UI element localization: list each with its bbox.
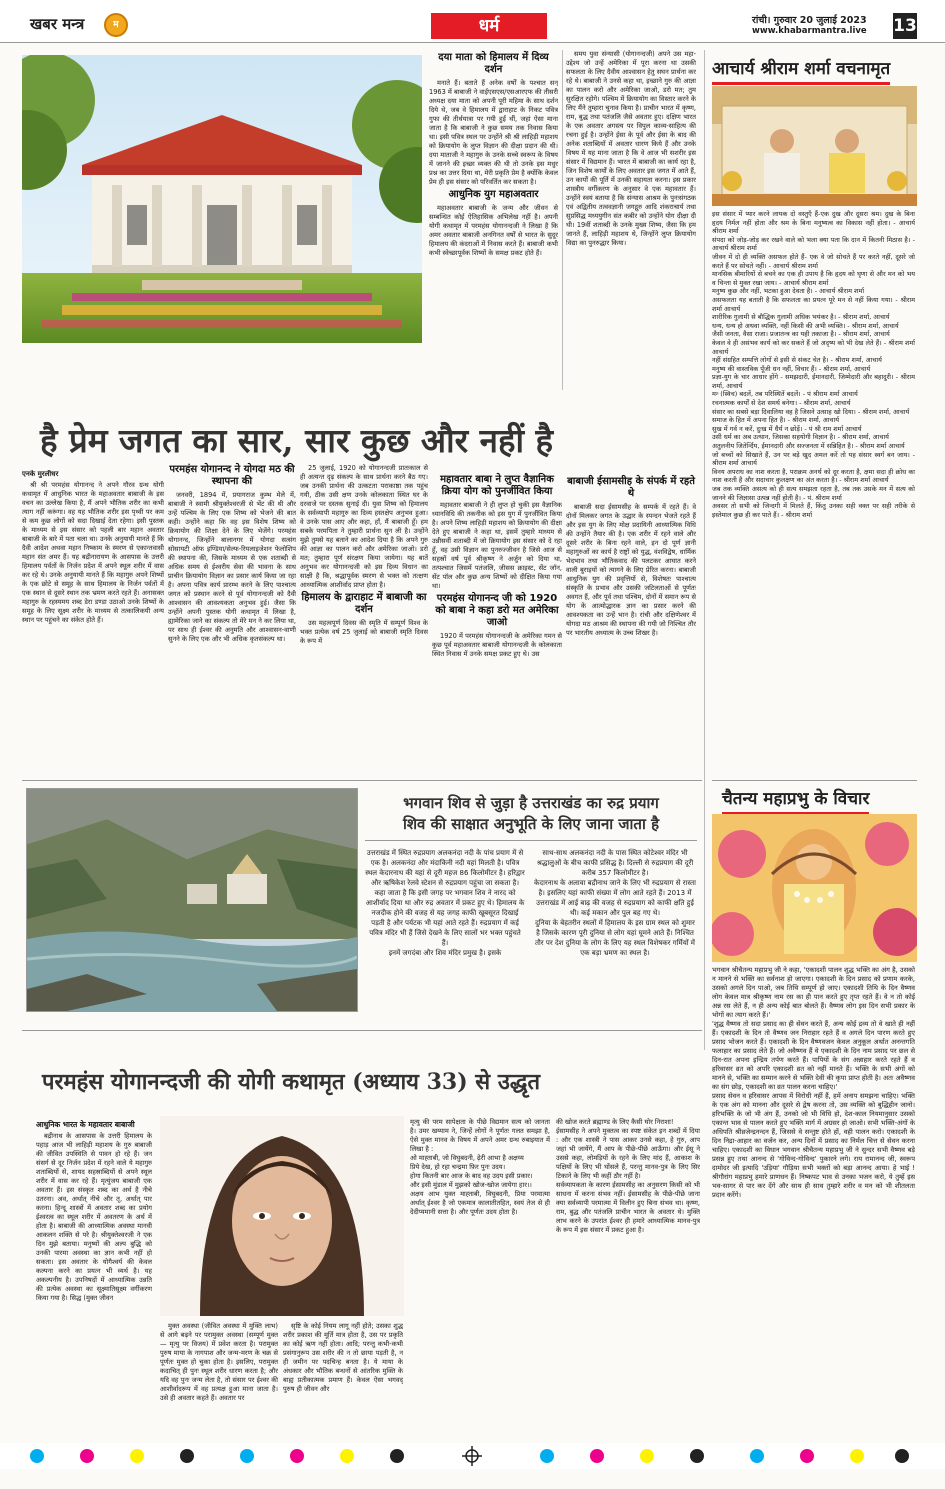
registration-mark-icon [462, 1446, 482, 1466]
babaji-portrait [160, 1116, 404, 1316]
byline: एनके मुरलीधर [22, 470, 59, 478]
july-1920-text: 25 जुलाई, 1920 को योगानन्दजी प्रातःकाल से ही अत्यन्त दृढ़ संकल्प के साथ प्रार्थना करने बैठ गए। जब उनकी प्रार्थना की उत्कटता पराकाष्ठा तक पहुंच गयी, ठीक उसी क्षण उनके कोलकाता स्थित घर के दरवाजे पर दस्तक सुनाई दी। युवा शिष्य को हिमालय के सर्वव्यापी महागुरु का दिव्य हस्तक्षेप अनुभव हुआ। वे उनके पास आए और कहा, हाँ, मैं बाबाजी हूँ। हम सबके परमपिता ने तुम्हारी प्रार्थना सुन ली है। उन्होंने मुझे तुमसे यह बताने का आदेश दिया है कि अपने गुरु की आज्ञा का पालन करो और अमेरिका जाओ। डरो मत; तुम्हारा पूर्ण संरक्षण किया जायेगा। यह बातें अनुभव कर योगानन्दजी को इस दिव्य विधान का साक्षी है कि, श्रद्धापूर्वक स्मरण से भक्त को तत्क्षण आध्यात्मिक आशीर्वाद प्राप्त होता है। [300, 464, 428, 589]
ashram-photo [22, 55, 422, 343]
registration-cyan-dot [30, 1449, 44, 1463]
paramukta-text: मुक्त अवस्था (जीवित अवस्था में मुक्ति लाभ) से आगे बढ़ने पर परामुक्त अवस्था (सम्पूर्ण मुक्त — मृत्यु पर विजय) में प्रवेश करता है। परामुक्त पुरुष माया के नागपाश और जन्म-मरण के चक्र से पूर्णतः मुक्त हो चुका होता है। इसलिए, परामुक्त कदाचित् ही पुनः स्थूल शरीर धारण करता है; और यदि वह पुनः जन्म लेता है, तो संसार पर ईश्वर की आशीर्वादरूप में वह प्रत्यक्ष हुआ माना जाता है। उसे ही अवतार कहते हैं। अवतार पर [160, 1322, 278, 1402]
brand-name: खबर मन्त्र [30, 15, 85, 33]
sidebar-heading-chaitanya: चैतन्य महाप्रभु के विचार [722, 786, 869, 815]
shiva-headline-line-2: शिव की साक्षात अनुभूति के लिए जाना जाता है [402, 815, 660, 833]
bottom-column-5: की खोज करते ब्रह्माण्ड के लिए कैसी घोर निराशा! ईसामसीह ने अपने मुक्तत्व का स्पष्ट संकेत इन शब्दों में दिया : और एक शास्त्री ने पास आकर उनसे कहा, हे गुरु, आप जहां भी जायेंगे, मैं आप के पीछे-पीछे आऊँगा। और ईसू ने उससे कहा, लोमड़ियों के रहने के लिए मांद हैं, आकाश के पक्षियों के लिए भी घोंसले हैं, परन्तु मानव-पुत्र के लिए सिर टिकाने के लिए भी कहीं ठौर नहीं है। सर्वव्यापकता के कारण ईसामसीह का अनुसरण किसी को भी साधना में करना संभव नहीं। ईसामसीह के पीछे-पीछे जाना क्या सर्वव्यापी परमात्मा में विलीन हुए बिना संभव था। कृष्ण, राम, बुद्ध और पतंजलि प्राचीन भारत के अवतार थे। मुक्ति लाभ करने के उपरांत ईश्वर ही हमारे आध्यात्मिक मानव-पुत्र के रूप में इस संसार में प्रकट हुआ है। [556, 1118, 700, 1234]
registration-magenta-dot [80, 1449, 94, 1463]
avatar-body-text: सृष्टि के कोई नियम लागू नहीं होते; उसका शुद्ध शरीर प्रकाश की मूर्ति मात्र होता है, उस पर प्रकृति का कोई ऋण नहीं होता। आदि; परन्तु कभी-कभी प्रसंगानुरूप उस शरीर की न तो छाया पड़ती है, न ही जमीन पर पदचिन्ह बनता है। ये माया के अंधकार और भौतिक बन्धनों से आंतरिक मुक्ति के बाह्य प्रतीकात्मक प्रमाण हैं। केवल ऐसा भगवद् पुरुष ही जीवन और [283, 1322, 403, 1393]
site-url[interactable]: www.khabarmantra.live [752, 26, 867, 36]
shiva-headline [365, 793, 697, 835]
heading-jesus-contact: बाबाजी ईसामसीह के संपर्क में रहते थे [567, 476, 695, 499]
page-number: 13 [893, 13, 917, 39]
main-banner-headline: है प्रेम जगत का सार, सार कुछ और नहीं है [40, 421, 554, 460]
heading-mahavatar-babaji: आधुनिक भारत के महावतार बाबाजी [36, 1120, 135, 1129]
shiva-column-1: उत्तराखंड में स्थित रुद्रप्रयाग अलकनंदा नदी के पांच प्रयाग में से एक है। अलकनंदा और मंदाकिनी नदी यहां मिलती है। पवित्र स्थल केदारनाथ की यहां से दूरी महज 86 किलोमीटर है। हरिद्वार और ऋषिकेश रेलवे स्टेशन से रुद्रप्रयाग पहुंचा जा सकता है। कहा जाता है कि इसी जगह पर भगवान शिव ने नारद को आशीर्वाद दिया था और रुद्र अवतार में प्रकट हुए थे। हिमालय के नजदीक होने की वजह से यह जगह काफी खूबसूरत दिखाई पड़ती है और पर्यटक भी यहां आते रहते हैं। रुद्रप्रयाग में कई पवित्र मंदिर भी हैं जिसे देखने के लिए सालों भर भक्त पहुंचते हैं। इनमें जगदंबा और शिव मंदिर प्रमुख है। इसके [365, 849, 525, 957]
heading-1920-america: परमहंस योगानन्द जी को 1920 को बाबा ने कहा डरो मत अमेरिका जाओ [435, 593, 559, 628]
sidebar-rule [712, 780, 917, 781]
mahavatar-babaji-text: बद्रीनाथ के आसपास के उत्तरी हिमालय के पहाड़ आज भी लाहिड़ी महाशय के गुरु बाबाजी की जीवित उपस्थिति से पावन हो रहे हैं। जन संसर्ग से दूर निर्जन प्रदेश में रहने वाले ये महागुरु शताब्दियों से, शायद सहस्राब्दियों से अपने स्थूल शरीर में वास कर रहे हैं। मृत्युंजय बाबाजी एक अवतार हैं। इस संस्कृत शब्द का अर्थ है नीचे उतरना। अव, अर्थात् नीचे और तृ, अर्थात् पार करना। हिन्दू शास्त्रों में अवतार शब्द का प्रयोग ईश्वरत्व का स्थूल शरीर में अवतरण के अर्थ में होता है। बाबाजी की आध्यात्मिक अवस्था मानवी आकलन शक्ति से परे है। श्रीयुक्तेश्वरजी ने एक दिन मुझे बताया। मनुष्यों की अल्प बुद्धि को उनकी पारमा अवस्था का ज्ञान कभी नहीं हो सकता। इस अवतार के योगैश्वर्य की केवल कल्पना करने का प्रयत्न भी व्यर्थ है। यह अकल्पनीय है। उपनिषदों में आध्यात्मिक उन्नति की प्रत्येक अवस्था का सूक्ष्मातिसूक्ष्म वर्गीकरण किया गया है। सिद्ध (मुक्त जीवन [36, 1132, 152, 1302]
avatar-history-text: समय युवा संन्यासी (योगानन्दजी) अपने उस महा-उद्देश्य जो उन्हें अमेरिका में पूरा करना था उसकी सफलता के लिए दैवीय आश्वासन हेतु सघन प्रार्थना कर रहे थे। बाबाजी ने उनसे कहा था, इच्छाने गुरु की आज्ञा का पालन करो और अमेरिका जाओ, डरो मत; तुम सुरक्षित रहोगे। पश्चिम में क्रियायोग का विस्तार करने के लिए मैंने तुम्हारा चुनाव किया है। प्राचीन भारत में कृष्ण, राम, बुद्ध तथा पतंजलि जैसे अवतार हुए। दक्षिण भारत के एक अवतार अगस्त्य पर विपुल काव्य-साहित्य की रचना हुई है। उन्होंने ईसा के पूर्व और ईसा के बाद की अनेक शताब्दियों में अवतार धारण किये हैं और उनके विषय में यह माना जाता है कि वे आज भी सशरीर इस संसार में विद्यमान हैं। भारत में बाबाजी का कार्य रहा है, जिन विशेष कार्यों के लिए अवतार इस जगत में आते हैं, उन कार्यों की पूर्ति में उनकी सहायता करना। इस प्रकार शास्त्रीय वर्गीकरण के अनुसार वे एक महावतार हैं। उन्होंने स्वयं बताया है कि संन्यास आश्रम के पुनःसंगठक एवं अद्वितीय तत्ववज्ञानी जगद्गुरु आदि शंकराचार्य तथा सुप्रसिद्ध मध्ययुगीन संत कबीर को उन्होंने योग दीक्षा दी थी। 19वीं शताब्दी के उनके मुख्य शिष्य, जैसा कि हम जानते हैं, लाहिड़ी महाशय थे, जिन्होंने लुप्त क्रियायोग विद्या का पुनरुद्धार किया। [566, 50, 696, 247]
kriya-yoga-text: महावतार बाबाजी ने ही लुप्त हो चुकी इस वैज्ञानिक ध्यानविधि की तकनीक को इस युग में पुनर्जीवित किया है। अपने शिष्य लाहिड़ी महाशय को क्रियायोग की दीक्षा देते हुए बाबाजी ने कहा था, इसमें तुम्हारे माध्यम से उन्नीसवीं शताब्दी में जो क्रियायोग इस संसार को दे रहा हूँ, वह उसी विज्ञान का पुनरुज्जीवन है जिसे आज से सहस्रों वर्ष पूर्व श्रीकृष्ण ने अर्जुन को दिया था, तत्पश्चात जिसमें पतंजलि, जीसस क्राइस्ट, सेंट जॉन, सेंट पॉल और कुछ अन्य शिष्यों को दीक्षित किया गया था। [432, 501, 562, 590]
section-rule-bottom [22, 1030, 702, 1031]
jesus-contact-text: बाबाजी सदा ईसामसीह के सम्पर्क में रहते हैं। वे दोनों मिलकर जगत के उद्धार के स्पन्दन भेजते रहते हैं और इस युग के लिए मोक्ष प्रदायिनी आध्यात्मिक विधि की उन्होंने तैयार की है। एक शरीर में रहने वाले और दूसरे शरीर के बिना रहने वाले, इन दो पूर्ण ज्ञानी महागुरुओं का कार्य है राष्ट्रों को युद्ध, वंशविद्वेष, धार्मिक भेदभाव तथा भौतिकवाद की पलटकर आघात करने वाली बुराइयों को त्यागने के लिए प्रेरित करना। बाबाजी आधुनिक युग की प्रवृत्तियों से, विशेषतः पाश्चात्य संस्कृति के प्रभाव और उसकी जटिलताओं से पूर्णतः अवगत हैं, और पूर्व तथा पश्चिम, दोनों में समान रूप से योग के आत्मोद्धारक ज्ञान का प्रसार करने की आवश्यकता का उन्हें भान है। रांची और दक्षिणेश्वर में योगदा मठ आश्रम की स्थापना की गयी जो निश्चित तौर पर भारतीय अध्यात्म के उच्च शिखर है। [566, 503, 696, 637]
brand-logo-icon: म [104, 13, 128, 37]
america-1920-text: 1920 में परमहंस योगानन्दजी के अमेरिका गमन से कुछ पूर्व महाअवतार बाबाजी योगानन्दजी के कोलकाता स्थित निवास में उनके समक्ष प्रकट हुए थे। उस [432, 632, 562, 658]
registration-black-dot [895, 1449, 909, 1463]
registration-black-dot [180, 1449, 194, 1463]
section-rule [22, 780, 702, 781]
acharya-photo [712, 86, 917, 206]
bottom-headline: परमहंस योगानन्दजी की योगी कथामृत (अध्याय 33) से उद्धृत [42, 1069, 540, 1095]
registration-yellow-dot [850, 1449, 864, 1463]
heading-kriya-yoga: महावतार बाबा ने लुप्त वैज्ञानिक क्रिया योग को पुनर्जीवित किया [440, 474, 554, 497]
intro-text: श्री श्री परमहंस योगानन्द ने अपने गौरव ग्रन्थ योगी कथामृत में आधुनिक भारत के महाअवतार बाबाजी के इस वचन का उल्लेख किया है, मैं अपने भौतिक शरीर का कभी त्याग नहीं करूंगा। वह यह भौतिक शरीर इस पृथ्वी पर कम से कम कुछ लोगों को सदा दिखाई देता रहेगा। इसी पुस्तक के माध्यम से इस संसार को पहली बार महान अवतार बाबाजी के बारे में पता चला था। उनके अनुयायी मानते हैं कि दैवी आदेश अथवा महान निष्काम के स्मरण से एकान्तवासी महान संत अमर हैं। यह बद्रीनारायण के आसपास के उत्तरी हिमालय पर्वतों के निर्जन प्रदेश में अपने स्थूल शरीर में वास कर रहे थे। उनके अनुयायी मानते हैं कि महागुरु अपने शिष्यों के एक छोटे से समूह के साथ हिमालय के निर्जन पर्वतों में एक स्थान से दूसरे स्थान तक भ्रमण करते रहते हैं। अनासक्त महागुरु के रहस्यमय शब्द डेरा डण्डा उठाओ उनके शिष्यों के समूह के लिए सूक्ष्म शरीर के माध्यम से तत्कालिकयी अन्य स्थान पर पहुंचने का संकेत होते हैं। [22, 481, 164, 624]
yogoda-math-text: जनवरी, 1894 में, प्रयागराज कुम्भ मेले में, बाबाजी ने स्वामी श्रीयुक्तेश्वरजी से भेंट की थी और उन्हें पश्चिम के लिए एक शिष्य को भेजने की बात कही। उन्होंने कहा कि वह इस विशेष शिष्य को क्रियायोग की शिक्षा देने के लिए भेजेंगे। परमहंस योगानन्द, जिन्होंने बालानगर में योगदा सत्संग सोसायटी ऑफ इण्डिया/सेल्फ-रियलाइजेशन फेलोशिप की स्थापना की, जिसके माध्यम से एक शताब्दी से अधिक समय से ईश्वरीय सेवा की भावना के साथ प्राचीन क्रियायोग विज्ञान का प्रसार कार्य किया जा रहा है। अपना पवित्र कार्य प्रारम्भ करने के लिए पाश्चात्य जगत को प्रस्थान करने से पूर्व योगानन्दजी को दैवी आश्वासन की आवश्यकता अनुभव हुई। जैसा कि उन्होंने अपनी पुस्तक योगी कथामृत में लिखा है, ह्यामेरिका जाने का संकल्प तो मेरे मन ने कर लिया था, पर साथ ही ईश्वर की अनुमति और आश्वासन-वाणी सुनने के लिए एक और भी अधिक कृतसंकल्प था। [168, 491, 296, 643]
registration-magenta-dot [800, 1449, 814, 1463]
acharya-quotes: इस संसार में प्यार करने लायक दो वस्तुएँ हैं-एक दुख और दूसरा श्रम। दुख के बिना हृदय निर्मल नहीं होता और श्रम के बिना मनुष्यत्व का विकास नहीं होता। - आचार्य श्रीराम शर्मा संपदा को जोड़-जोड़ कर रखने वाले को भला क्या पता कि दान में कितनी मिठास है। - आचार्य श्रीराम शर्मा जीवन में दो ही व्यक्ति असफल होते हैं- एक वे जो सोचते हैं पर करते नहीं, दूसरे जो करते हैं पर सोचते नहीं। - आचार्य श्रीराम शर्मा मानसिक बीमारियों से बचने का एक ही उपाय है कि हृदय को घृणा से और मन को भय व चिन्ता से मुक्त रखा जाय। - आचार्य श्रीराम शर्मा मनुष्य कुछ और नहीं, भटका हुआ देवता है। - आचार्य श्रीराम शर्मा असफलता यह बताती है कि सफलता का प्रयत्न पूरे मन से नहीं किया गया। - श्रीराम शर्मा आचार्य शारीरिक गुलामी से बौद्धिक गुलामी अधिक भयंकर है। - श्रीराम शर्मा, आचार्य धन्य, धन्य हो अथवा व्यक्ति, नहीं किसी की अभी व्यक्ति। - श्रीराम शर्मा, आचार्य जैसी जनता, वैसा राजा। प्रजातन्त्र का यही तकाजा है। - श्रीराम शर्मा, आचार्य केवल वे ही असंभव कार्य को कर सकते हैं जो अदृष्य को भी देख लेते हैं। - श्रीराम शर्मा आचार्य नहीं संग्रहित सम्पत्ति लोगों से इसी से संकट चेत है। - श्रीराम शर्मा, आचार्य मनुष्य की वास्तविक पूँजी धन नहीं, विचार हैं। - श्रीराम शर्मा, आचार्य प्रज्ञा-युग के चार आधार होंगे - समझदारी, ईमानदारी, जिम्मेदारी और बहादुरी। - श्रीराम शर्मा, आचार्य मन्‍ (स्विच) बदलें, तब परिस्थितें बदलें। - पं श्रीराम शर्मा आचार्य रचनात्मक कार्यों से देश समर्थ बनेगा। - श्रीराम शर्मा, आचार्य संसार का सबसे बड़ा दिवालिया वह है जिसने उत्साह खो दिया। - श्रीराम शर्मा, आचार्य समाज के हित में अपना हित है। - श्रीराम शर्मा, आचार्य सुख में गर्व न करें, दुःख में धैर्य न छोड़ें। - पं श्री राम शर्मा आचार्य उसी धर्म का अब उत्थान, जिसका सहयोगी विज्ञान है। - श्रीराम शर्मा, आचार्य अतुलनीय जितेर्न्दिय, ईमानदारी और सज्जनता में सन्निहित है। - श्रीराम शर्मा आचार्य जो बच्चों को सिखाते हैं, उन पर बड़े खुद अमल करें तो यह संसार स्वर्ग बन जाय। - श्रीराम शर्मा आचार्य विनय अपराध का नाश करता है, पराक्रम अनर्थ को दूर करता है, क्षमा सदा ही क्रोध का नाश करती है और सदाचार कुलक्षण का अंत करता है। - श्रीराम शर्मा आचार्य जब तक व्यक्ति असत्य को ही सत्य समझता रहता है, तब तक उसके मन में सत्य को जानने की जिज्ञासा उत्पन्न नहीं होती है। - पं. श्रीराम शर्मा अवसर तो सभी को जिन्दगी में मिलते हैं, किंतु उनका सही वक्त पर सही तरीके से इस्तेमाल कुछ ही कर पाते हैं। - श्रीराम शर्मा [712, 210, 915, 519]
bottom-column-3 [283, 1322, 403, 1446]
registration-yellow-dot [640, 1449, 654, 1463]
shiva-column-2: साथ-साथ अलकनंदा नदी के पास स्थित कोटेश्वर मंदिर भी श्रद्धालुओं के बीच काफी प्रसिद्ध है। दिल्ली से रुद्रप्रयाग की दूरी करीब 357 किलोमीटर है। केदारनाथ के अलावा बद्रीनाथ जाने के लिए भी रुद्रप्रयाग से रास्ता है। इसलिए यहां काफी संख्या में लोग आते रहते हैं। 2013 में उत्तराखंड में आई बाढ़ की वजह से रुद्रप्रयाग को काफी क्षति हुई थी। कई मकान और पुल बह गए थे। दुनिया के बेहतरीन स्थलों में हिमालय के इस ग्राम स्थल को शुमार है जिसके कारण पूरी दुनिया से लोग यहां घूमने आते हैं। निश्चित तौर पर देश दुनिया के लोग के लिए यह स्थल विशेषकर गर्मियों में एक बड़ा भ्रमण का स्थल है। [534, 849, 696, 957]
heading-dwarahat: हिमालय के द्वाराहाट में बाबाजी का दर्शन [301, 592, 427, 615]
heading-yogoda-math: परमहंस योगानन्द ने योगदा मठ की स्थापना की [169, 464, 295, 487]
bottom-column-4: मृत्यु की परम सापेक्षता के पीछे विद्यमान सत्य को जानता है। उमर खय्याम ने, जिन्हें लोगों ने पूर्णतः गलत समझा है, ऐसे मुक्त मानव के विषय में अपने अमर ग्रन्थ रुबाइयात में लिखा है : ओ माह्ताबी, जो विघुबदनी, ढ़ेरी आभा है अक्षय्य प्रिये देख, हो रहा चन्द्रमा फ़िर पुनः उदय। होगा कितनी बार आज के बाद वह उदय इसी प्रकार। और इसी मुंडाल में मुझको खोज-खोज जायेगा हार।। अक्षय आभ युक्त माह्ताबी, विघुबदनी, प्रिया परमात्मा अर्थात् ईश्वर है जो एकमात्र कालातीतहित, स्वयं तेज से ही देदीप्यमानी सत्ता है। और पूर्णतः उदय होता है। [410, 1118, 550, 1216]
daya-mata-text: मनाते हैं। बताते हैं अनेक वर्षों के पश्चात सन् 1963 में बाबाजी ने वाईएसएस/एसआरएफ की तीसरी अध्यक्ष दया माता को अपनी पूरी महिमा के साथ दर्शन दिये थे, जब वे हिमालय में द्वाराहाट के निकट पवित्र गुफा की तीर्थयात्रा पर गयी हुईं थीं, जहां ऐसा माना जाता है कि बाबाजी ने कुछ समय तक निवास किया था। इसी पवित्र स्थल पर उन्होंने श्री श्री लाहिड़ी महाशय को क्रियायोग के लुप्त विज्ञान की दीक्षा प्रदान की थी। दया माताजी ने महागुरु के उनके सच्चे स्वरूप के विषय में जानने की इच्छा व्यक्त की थी तो उनके इस मधुर प्रश्न का उत्तर दिया था, मेरी प्रकृति प्रेम है क्योंकि केवल प्रेम ही इस संसार को परिवर्तित कर सकता है। [429, 79, 558, 186]
registration-cyan-dot [540, 1449, 554, 1463]
registration-black-dot [690, 1449, 704, 1463]
dwarahat-text: उस महत्वपूर्ण दिवस की स्मृति में सम्पूर्ण विश्व के भक्त प्रत्येक वर्ष 25 जुलाई को बाबाजी स्मृति दिवस के रूप में [300, 619, 428, 645]
sidebar-heading-acharya: आचार्य श्रीराम शर्मा वचनामृत [712, 56, 890, 85]
bottom-column-1 [36, 1118, 152, 1446]
middle-column-1 [22, 470, 164, 770]
heading-modern-avatar: आधुनिक युग महाअवतार [448, 189, 539, 200]
dateline: रांची। गुरुवार 20 जुलाई 2023 [752, 15, 867, 26]
registration-yellow-dot [130, 1449, 144, 1463]
chaitanya-photo [712, 814, 917, 962]
middle-column-4 [432, 472, 562, 770]
modern-avatar-text: महाअवतार बाबाजी के जन्म और जीवन से सम्बन्धित कोई ऐतिहासिक अभिलेख नहीं है। अपनी योगी कथामृत में परमहंस योगानन्दजी ने लिखा है कि अमर अवतार बाबाजी अनगिनत वर्षों से भारत के सुदूर हिमालय की कंदराओं में निवास करते हैं। बाबाजी कभी कभी स्वेच्छापूर्वक शिष्यों के समक्ष प्रकट होते हैं। [429, 204, 558, 257]
registration-magenta-dot [590, 1449, 604, 1463]
chaitanya-text: भगवान श्रीचैतन्य महाप्रभु जी ने कहा, 'एकादशी पालन शुद्ध भक्ति का अंग है, उसको न मानने से भक्ति का सर्वनाश हो जाएगा। एकादशी के दिन प्रसाद को प्रणाम करके, उसको अगले दिन पाओ, जब तिथि सम्पूर्ण हो जाए। एकादशी तिथि के दिन वैष्णव लोग केवल मात्र श्रीकृष्ण नाम रस का ही पान करते हुए तृप्त रहते हैं। वे न तो कोई अन्न रस लेते हैं, न ही अन्य कोई बात बोलते हैं। वैष्णव लोग इस दिन सभी प्रकार के भोगों का त्याग करते हैं।' 'शुद्ध वैष्णव तो सदा प्रसाद का ही सेवन करते हैं, अन्य कोई द्रव्य तो वे खाते ही नहीं हैं। एकादशी के दिन तो वैष्णव जन निराहार रहते हैं व अगले दिन पारण करते हुए प्रसाद भोजन करते हैं। एकादशी के दिन वैष्णवजन केवल अनुकूल अर्थात अनन्तगति फलाहार का प्रसाद लेते हैं। जो अवैष्णव हैं वे एकादशी के दिन नाम प्रसाद पर छल से दिन-रात अपना इन्द्रिय तर्पण करते हैं। पापियों के संग अन्नाहार करते रहते हैं व हरिवासर व्रत को अपरि एकादशी व्रत को नहीं मानते हैं। भक्ति के सभी अंगों को मानने से, भक्ति का सम्मान करने से भक्ति देवी की कृपा प्राप्त होती है। अतः अवैष्णव का संग छोड़, एकादशी का व्रत पालन करना चाहिए।' प्रसाद सेवन व हरिवासर आपस में विरोधी नहीं हैं, हमें अनाप समझना चाहिए। भक्ति के एक अंग को मानना और दूसरे से द्वेष करना तो, उस व्यक्ति को बुद्धिहीन जानो। हरिभक्ति के जो भी अंग हैं, उनको जो भी विधि हो, देश-काल नियमानुसार उसको एकान्त भाव से पालन करते हुए भक्ति मार्ग में अग्रसर हो जाओ। सभी भक्ति-अंगों के अधिपति श्रीव्रजेन्द्रनन्दन हैं, जिससे वे सन्तुष्ट होते हों, वही पालन करो। एकादशी के दिन निद्रा-आहार का वर्जन कर, अन्य दिनों में प्रसाद का निर्मल चित्त से सेवन करना चाहिए। एकादशी का विधान भगवान श्रीचैतन्य महाप्रभु जी ने सुन्दर सभी वैष्णव बड़े प्रसन्न हुए तथा आनन्द से 'गोविन्द-गोविन्द' पुकारने लगे। राय रामानन्द जी, स्वरूप दामोदर जी इत्यादि 'उड़िया' गौड़िया सभी भक्तों को बड़ा आनन्द आया। हे भाई ! श्रीगौरांग महाप्रभु हमारे प्राणधन हैं। निष्कपट भाव से उनका भजन करो, ये तुम्हें इस भव-सागर से पार कर देंगे और साथ ही साथ तुम्हारे शरीर व मन को भी शीतलता प्रदान करेंगे। [712, 966, 915, 1199]
registration-yellow-dot [340, 1449, 354, 1463]
section-label: धर्म [431, 13, 547, 39]
shiva-headline-line-1: भगवान शिव से जुड़ा है उत्तराखंड का रुद्र प्रयाग [403, 794, 659, 812]
top-article-column-2 [566, 50, 696, 390]
heading-daya-mata: दया माता को हिमालय में दिव्य दर्शन [438, 52, 549, 75]
shiva-rule [365, 840, 697, 841]
registration-black-dot [390, 1449, 404, 1463]
sidebar-divider [704, 50, 705, 1050]
registration-cyan-dot [750, 1449, 764, 1463]
middle-column-5 [566, 474, 696, 770]
middle-column-3 [300, 464, 428, 770]
middle-column-2 [168, 462, 296, 770]
registration-cyan-dot [240, 1449, 254, 1463]
rudraprayag-photo [26, 788, 358, 1012]
top-article-column-1 [429, 50, 558, 388]
column-divider [562, 50, 563, 390]
bottom-column-2 [160, 1322, 278, 1446]
registration-magenta-dot [290, 1449, 304, 1463]
